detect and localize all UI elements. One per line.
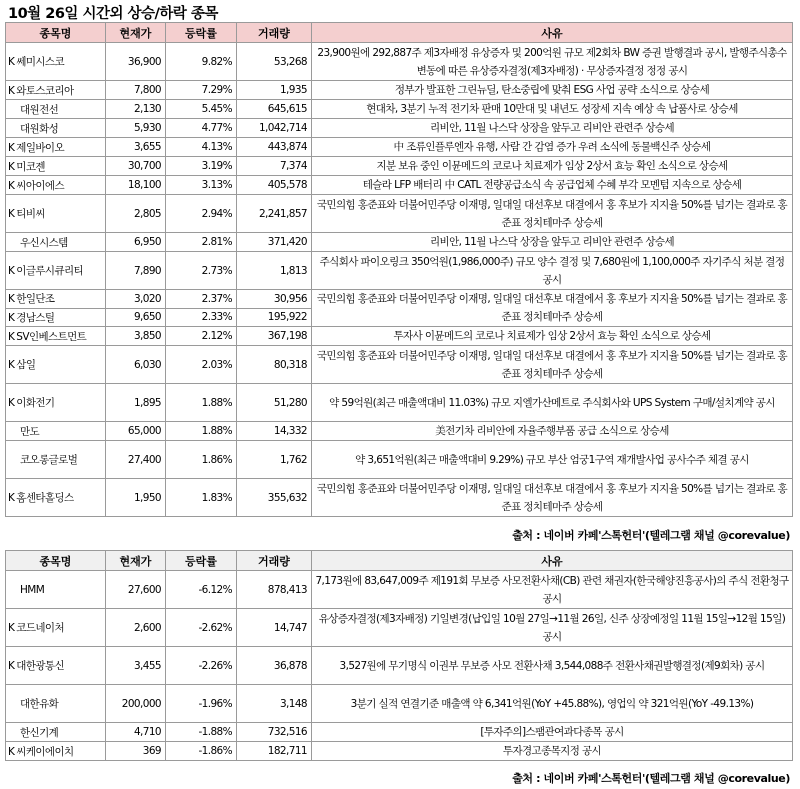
stock-name-cell — [6, 346, 106, 384]
table-row — [6, 422, 793, 441]
price-cell: 3,455 — [106, 647, 166, 685]
market-marker: K — [8, 160, 15, 173]
volume-cell: 3,148 — [237, 685, 312, 723]
change-cell: 1.83% — [166, 479, 237, 517]
reason-cell: 테슬라 LFP 배터리 中 CATL 전량공급소식 속 공급업체 수혜 부각 모멘텀 지속으로 상승세 — [312, 176, 793, 195]
change-cell: 5.45% — [166, 100, 237, 119]
reason-cell: 유상증자결정(제3자배정) 기일변경(납입일 10월 27일→11월 26일, 신주 상장예정일 11월 15일→12월 15일) 공시 — [312, 609, 793, 647]
volume-cell: 1,935 — [237, 81, 312, 100]
market-marker: K — [8, 84, 15, 97]
table-row — [6, 233, 793, 252]
table-row — [6, 441, 793, 479]
volume-cell: 645,615 — [237, 100, 312, 119]
stock-name-cell — [6, 81, 106, 100]
volume-cell: 36,878 — [237, 647, 312, 685]
table-row — [6, 346, 793, 384]
volume-cell: 1,042,714 — [237, 119, 312, 138]
reason-cell: 美전기차 리비안에 자율주행부품 공급 소식으로 상승세 — [312, 422, 793, 441]
reason-cell: 현대차, 3분기 누적 전기차 판매 10만대 및 내년도 성장세 지속 예상 속 납품사로 상승세 — [312, 100, 793, 119]
market-marker: K — [8, 492, 15, 504]
volume-cell: 51,280 — [237, 384, 312, 422]
col-header-name: 종목명 — [6, 551, 106, 571]
falling-stocks-table — [5, 550, 793, 761]
change-cell: 2.03% — [166, 346, 237, 384]
change-cell: 2.81% — [166, 233, 237, 252]
table-row — [6, 138, 793, 157]
col-header-reason: 사유 — [312, 23, 793, 43]
change-cell: -2.62% — [166, 609, 237, 647]
table-row — [6, 43, 793, 81]
price-cell: 1,950 — [106, 479, 166, 517]
change-cell: -1.96% — [166, 685, 237, 723]
reason-cell: 지분 보유 중인 이뮨메드의 코로나 치료제가 임상 2상서 효능 확인 소식으로 상승세 — [312, 157, 793, 176]
stock-name: 와토스코리아 — [16, 84, 74, 97]
stock-name: 우신시스템 — [20, 236, 68, 249]
stock-name-cell — [6, 176, 106, 195]
table-row — [6, 157, 793, 176]
table-header-row — [6, 23, 793, 43]
col-header-name: 종목명 — [6, 23, 106, 43]
price-cell: 36,900 — [106, 43, 166, 81]
market-marker: K — [8, 311, 15, 324]
price-cell: 65,000 — [106, 422, 166, 441]
table-row — [6, 742, 793, 761]
volume-cell: 371,420 — [237, 233, 312, 252]
stock-name-cell — [6, 742, 106, 761]
stock-name: 한일단조 — [16, 293, 55, 306]
market-marker: K — [8, 141, 15, 154]
stock-name-cell — [6, 233, 106, 252]
market-marker: K — [8, 293, 15, 306]
price-cell: 3,020 — [106, 290, 166, 309]
change-cell: 2.73% — [166, 252, 237, 290]
stock-name: 삼일 — [16, 359, 36, 371]
table-row — [6, 252, 793, 290]
price-cell: 7,800 — [106, 81, 166, 100]
market-marker: K — [8, 330, 15, 343]
market-marker: K — [8, 56, 15, 68]
table-row — [6, 571, 793, 609]
price-cell: 2,805 — [106, 195, 166, 233]
stock-name: 쎄미시스코 — [16, 56, 65, 68]
price-cell: 4,710 — [106, 723, 166, 742]
reason-cell: 국민의힘 홍준표와 더불어민주당 이재명, 일대일 대선후보 대결에서 홍 후보가 지지율 50%를 넘기는 결과로 홍준표 정치테마주 상승세 — [312, 346, 793, 384]
volume-cell: 1,813 — [237, 252, 312, 290]
price-cell: 9,650 — [106, 308, 166, 327]
price-cell: 200,000 — [106, 685, 166, 723]
stock-name: 홈센타홀딩스 — [16, 492, 74, 504]
stock-name: 한신기계 — [20, 726, 59, 739]
change-cell: 2.33% — [166, 308, 237, 327]
stock-name: 대한유화 — [20, 698, 59, 710]
volume-cell: 1,762 — [237, 441, 312, 479]
volume-cell: 14,332 — [237, 422, 312, 441]
change-cell: 2.37% — [166, 290, 237, 309]
stock-name: 코드네이처 — [16, 622, 65, 634]
price-cell: 3,655 — [106, 138, 166, 157]
change-cell: 1.86% — [166, 441, 237, 479]
volume-cell: 30,956 — [237, 290, 312, 309]
stock-name-cell — [6, 479, 106, 517]
change-cell: 1.88% — [166, 422, 237, 441]
source-credit: 출처 : 네이버 카페'스톡헌터'(텔레그램 채널 @corevalue) — [512, 772, 790, 785]
volume-cell: 732,516 — [237, 723, 312, 742]
price-cell: 2,600 — [106, 609, 166, 647]
volume-cell: 53,268 — [237, 43, 312, 81]
volume-cell: 443,874 — [237, 138, 312, 157]
stock-name: 경남스틸 — [16, 311, 55, 324]
change-cell: 2.94% — [166, 195, 237, 233]
stock-name-cell — [6, 290, 106, 309]
stock-name: 씨아이에스 — [16, 179, 65, 192]
reason-cell: [투자주의]스팸관여과다종목 공시 — [312, 723, 793, 742]
col-header-volume: 거래량 — [237, 551, 312, 571]
reason-cell: 리비안, 11월 나스닥 상장을 앞두고 리비안 관련주 상승세 — [312, 119, 793, 138]
market-marker: K — [8, 265, 15, 277]
stock-name-cell — [6, 609, 106, 647]
stock-name-cell — [6, 441, 106, 479]
volume-cell: 14,747 — [237, 609, 312, 647]
volume-cell: 195,922 — [237, 308, 312, 327]
table-row — [6, 195, 793, 233]
table-header-row — [6, 551, 793, 571]
price-cell: 2,130 — [106, 100, 166, 119]
stock-name-cell — [6, 195, 106, 233]
reason-cell: 23,900원에 292,887주 제3자배정 유상증자 및 200억원 규모 제2회차 BW 증권 발행결과 공시, 발행주식총수 변동에 따른 유상증자결정(제3자배정) · 무상증자결정 정정 공시 — [312, 43, 793, 81]
reason-cell: 정부가 발표한 그린뉴딜, 탄소중립에 맞춰 ESG 사업 공략 소식으로 상승세 — [312, 81, 793, 100]
col-header-price: 현재가 — [106, 551, 166, 571]
source-credit: 출처 : 네이버 카페'스톡헌터'(텔레그램 채널 @corevalue) — [512, 529, 790, 542]
stock-name: 티비씨 — [16, 208, 45, 220]
reason-cell: 국민의힘 홍준표와 더불어민주당 이재명, 일대일 대선후보 대결에서 홍 후보가 지지율 50%를 넘기는 결과로 홍준표 정치테마주 상승세 — [312, 195, 793, 233]
table-row — [6, 100, 793, 119]
change-cell: 3.19% — [166, 157, 237, 176]
reason-cell: 주식회사 파이오링크 350억원(1,986,000주) 규모 양수 결정 및 7,680원에 1,100,000주 자기주식 처분 결정 공시 — [312, 252, 793, 290]
change-cell: 2.12% — [166, 327, 237, 346]
reason-cell: 中 조류인플루엔자 유행, 사람 간 감염 증가 우려 소식에 동물백신주 상승세 — [312, 138, 793, 157]
change-cell: -2.26% — [166, 647, 237, 685]
price-cell: 1,895 — [106, 384, 166, 422]
volume-cell: 7,374 — [237, 157, 312, 176]
change-cell: 9.82% — [166, 43, 237, 81]
table-row — [6, 723, 793, 742]
stock-name-cell — [6, 157, 106, 176]
reason-cell: 투자사 이뮨메드의 코로나 치료제가 임상 2상서 효능 확인 소식으로 상승세 — [312, 327, 793, 346]
volume-cell: 405,578 — [237, 176, 312, 195]
reason-cell: 7,173원에 83,647,009주 제191회 무보증 사모전환사채(CB) 관련 채권자(한국해양진흥공사)의 주식 전환청구 공시 — [312, 571, 793, 609]
stock-name-cell — [6, 685, 106, 723]
reason-cell: 국민의힘 홍준표와 더불어민주당 이재명, 일대일 대선후보 대결에서 홍 후보가 지지율 50%를 넘기는 결과로 홍준표 정치테마주 상승세 — [312, 290, 793, 327]
price-cell: 7,890 — [106, 252, 166, 290]
table-row — [6, 176, 793, 195]
stock-name: 씨케이에이치 — [16, 745, 74, 758]
market-marker: K — [8, 208, 15, 220]
rising-stocks-table — [5, 22, 793, 517]
stock-name-cell — [6, 384, 106, 422]
stock-name-cell — [6, 252, 106, 290]
stock-name-cell — [6, 647, 106, 685]
price-cell: 6,950 — [106, 233, 166, 252]
stock-name-cell — [6, 43, 106, 81]
reason-cell: 리비안, 11월 나스닥 상장을 앞두고 리비안 관련주 상승세 — [312, 233, 793, 252]
price-cell: 18,100 — [106, 176, 166, 195]
col-header-volume: 거래량 — [237, 23, 312, 43]
change-cell: -6.12% — [166, 571, 237, 609]
reason-cell: 3,527원에 무기명식 이권부 무보증 사모 전환사채 3,544,088주 전환사채권발행결정(제9회차) 공시 — [312, 647, 793, 685]
price-cell: 369 — [106, 742, 166, 761]
market-marker: K — [8, 622, 15, 634]
market-marker: K — [8, 359, 15, 371]
stock-name-cell — [6, 119, 106, 138]
price-cell: 27,400 — [106, 441, 166, 479]
col-header-price: 현재가 — [106, 23, 166, 43]
table-row — [6, 81, 793, 100]
table-row — [6, 327, 793, 346]
stock-name: 이글루시큐리티 — [16, 265, 84, 277]
stock-name: SV인베스트먼트 — [16, 330, 87, 343]
change-cell: 7.29% — [166, 81, 237, 100]
volume-cell: 2,241,857 — [237, 195, 312, 233]
stock-name-cell — [6, 571, 106, 609]
table-row — [6, 685, 793, 723]
page-title: 10월 26일 시간외 상승/하락 종목 — [8, 6, 218, 22]
price-cell: 30,700 — [106, 157, 166, 176]
market-marker: K — [8, 179, 15, 192]
stock-name-cell — [6, 100, 106, 119]
col-header-change: 등락률 — [166, 23, 237, 43]
market-marker: K — [8, 660, 15, 672]
volume-cell: 182,711 — [237, 742, 312, 761]
reason-cell: 투자경고종목지정 공시 — [312, 742, 793, 761]
stock-name-cell — [6, 308, 106, 327]
stock-name: 미코젠 — [16, 160, 45, 173]
market-marker: K — [8, 397, 15, 409]
price-cell: 6,030 — [106, 346, 166, 384]
volume-cell: 355,632 — [237, 479, 312, 517]
stock-name: 대원화성 — [20, 122, 59, 135]
col-header-change: 등락률 — [166, 551, 237, 571]
stock-name-cell — [6, 723, 106, 742]
change-cell: -1.88% — [166, 723, 237, 742]
volume-cell: 367,198 — [237, 327, 312, 346]
change-cell: -1.86% — [166, 742, 237, 761]
price-cell: 27,600 — [106, 571, 166, 609]
stock-name: 대원전선 — [20, 103, 59, 116]
table-row — [6, 384, 793, 422]
volume-cell: 80,318 — [237, 346, 312, 384]
stock-name: HMM — [20, 583, 45, 596]
stock-name: 제일바이오 — [16, 141, 65, 154]
col-header-reason: 사유 — [312, 551, 793, 571]
reason-cell: 국민의힘 홍준표와 더불어민주당 이재명, 일대일 대선후보 대결에서 홍 후보가 지지율 50%를 넘기는 결과로 홍준표 정치테마주 상승세 — [312, 479, 793, 517]
table-row — [6, 609, 793, 647]
volume-cell: 878,413 — [237, 571, 312, 609]
stock-name-cell — [6, 327, 106, 346]
price-cell: 5,930 — [106, 119, 166, 138]
stock-name-cell — [6, 138, 106, 157]
table-row — [6, 479, 793, 517]
change-cell: 3.13% — [166, 176, 237, 195]
price-cell: 3,850 — [106, 327, 166, 346]
reason-cell: 약 3,651억원(최근 매출액대비 9.29%) 규모 부산 엄궁1구역 재개발사업 공사수주 체결 공시 — [312, 441, 793, 479]
table-row — [6, 290, 793, 309]
reason-cell: 3분기 실적 연결기준 매출액 약 6,341억원(YoY +45.88%), 영업익 약 321억원(YoY -49.13%) — [312, 685, 793, 723]
stock-name: 이화전기 — [16, 397, 55, 409]
change-cell: 4.13% — [166, 138, 237, 157]
table-row — [6, 647, 793, 685]
change-cell: 4.77% — [166, 119, 237, 138]
stock-name: 코오롱글로벌 — [20, 454, 78, 466]
stock-name: 만도 — [20, 425, 40, 438]
stock-name-cell — [6, 422, 106, 441]
market-marker: K — [8, 745, 15, 758]
change-cell: 1.88% — [166, 384, 237, 422]
reason-cell: 약 59억원(최근 매출액대비 11.03%) 규모 지엘가산메트로 주식회사와 UPS System 구매/설치계약 공시 — [312, 384, 793, 422]
stock-name: 대한광통신 — [16, 660, 65, 672]
table-row — [6, 119, 793, 138]
